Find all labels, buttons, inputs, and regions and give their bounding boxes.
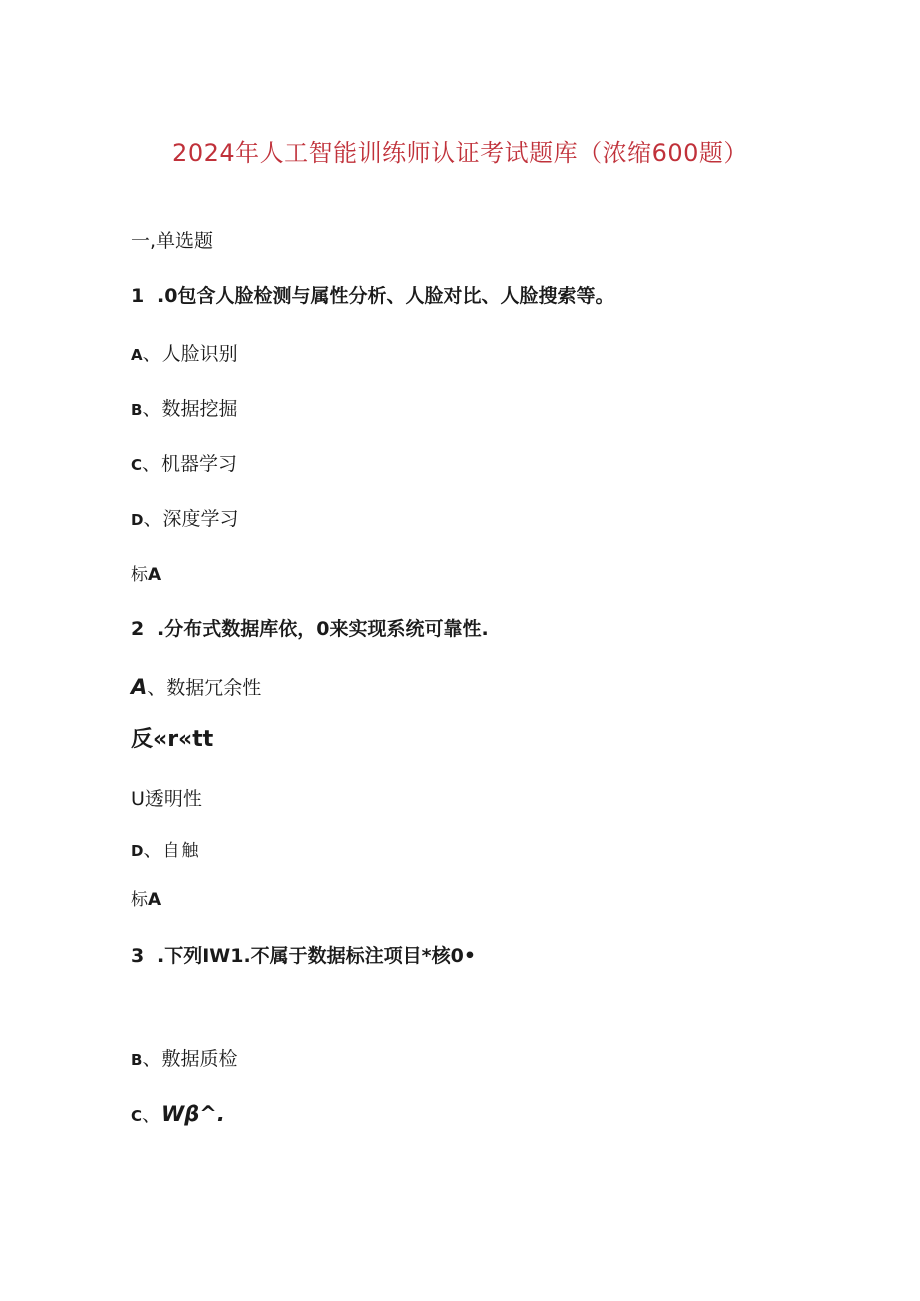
option-separator: 、 bbox=[142, 1048, 162, 1070]
option-2b bbox=[131, 728, 213, 752]
option-letter: D bbox=[131, 511, 144, 529]
option-separator: 、 bbox=[142, 453, 162, 475]
answer-value: A bbox=[148, 890, 162, 910]
option-1d bbox=[131, 507, 238, 532]
question-stem: .下列IW1.不属于数据标注项目*核0• bbox=[157, 945, 476, 967]
option-text: Wβ^. bbox=[161, 1102, 225, 1126]
option-2a bbox=[131, 675, 261, 700]
question-number: 2 bbox=[131, 618, 145, 640]
option-letter: C bbox=[131, 1107, 143, 1125]
option-1c bbox=[131, 452, 237, 477]
page-title: 2024年人工智能训练师认证考试题库（浓缩600题） bbox=[172, 139, 748, 167]
section-heading: 一,单选题 bbox=[131, 230, 214, 252]
option-separator: 、 bbox=[142, 343, 162, 365]
question-number: 3 bbox=[131, 945, 145, 967]
option-2d bbox=[131, 838, 200, 863]
option-letter: B bbox=[131, 1051, 143, 1069]
question-number: 1 bbox=[131, 285, 145, 307]
option-letter: D bbox=[131, 842, 144, 860]
option-3c bbox=[131, 1102, 225, 1128]
option-text: 敷据质检 bbox=[161, 1048, 238, 1070]
option-separator: 、 bbox=[143, 508, 163, 530]
option-text: 人脸识别 bbox=[161, 343, 238, 365]
option-text: 反«r«tt bbox=[131, 727, 214, 752]
option-text: U透明性 bbox=[131, 788, 202, 810]
answer-prefix: 标 bbox=[131, 890, 148, 910]
answer-prefix: 标 bbox=[131, 565, 148, 585]
option-letter: B bbox=[131, 401, 143, 419]
question-stem: .0包含人脸检测与属性分析、人脸对比、人脸搜索等。 bbox=[157, 285, 615, 307]
option-separator: 、 bbox=[142, 398, 162, 420]
option-text: 数据冗余性 bbox=[166, 677, 262, 699]
question-3 bbox=[131, 944, 476, 968]
option-1b bbox=[131, 397, 237, 422]
answer-1 bbox=[131, 563, 161, 587]
answer-2 bbox=[131, 888, 161, 912]
option-text: 数据挖掘 bbox=[161, 398, 238, 420]
question-1 bbox=[131, 284, 614, 308]
option-3b bbox=[131, 1047, 237, 1072]
question-2 bbox=[131, 617, 489, 641]
option-separator: 、 bbox=[142, 1104, 162, 1126]
option-separator: 、 bbox=[143, 839, 163, 861]
option-text: 自触 bbox=[162, 841, 201, 861]
option-separator: 、 bbox=[147, 677, 167, 699]
option-letter: A bbox=[131, 346, 143, 364]
question-stem: .分布式数据库依，0来实现系统可靠性. bbox=[157, 618, 489, 640]
option-letter: A bbox=[131, 675, 148, 699]
option-letter: C bbox=[131, 456, 143, 474]
option-text: 机器学习 bbox=[161, 453, 238, 475]
option-1a bbox=[131, 342, 238, 367]
option-text: 深度学习 bbox=[162, 508, 239, 530]
option-2c bbox=[131, 787, 202, 811]
answer-value: A bbox=[148, 565, 162, 585]
